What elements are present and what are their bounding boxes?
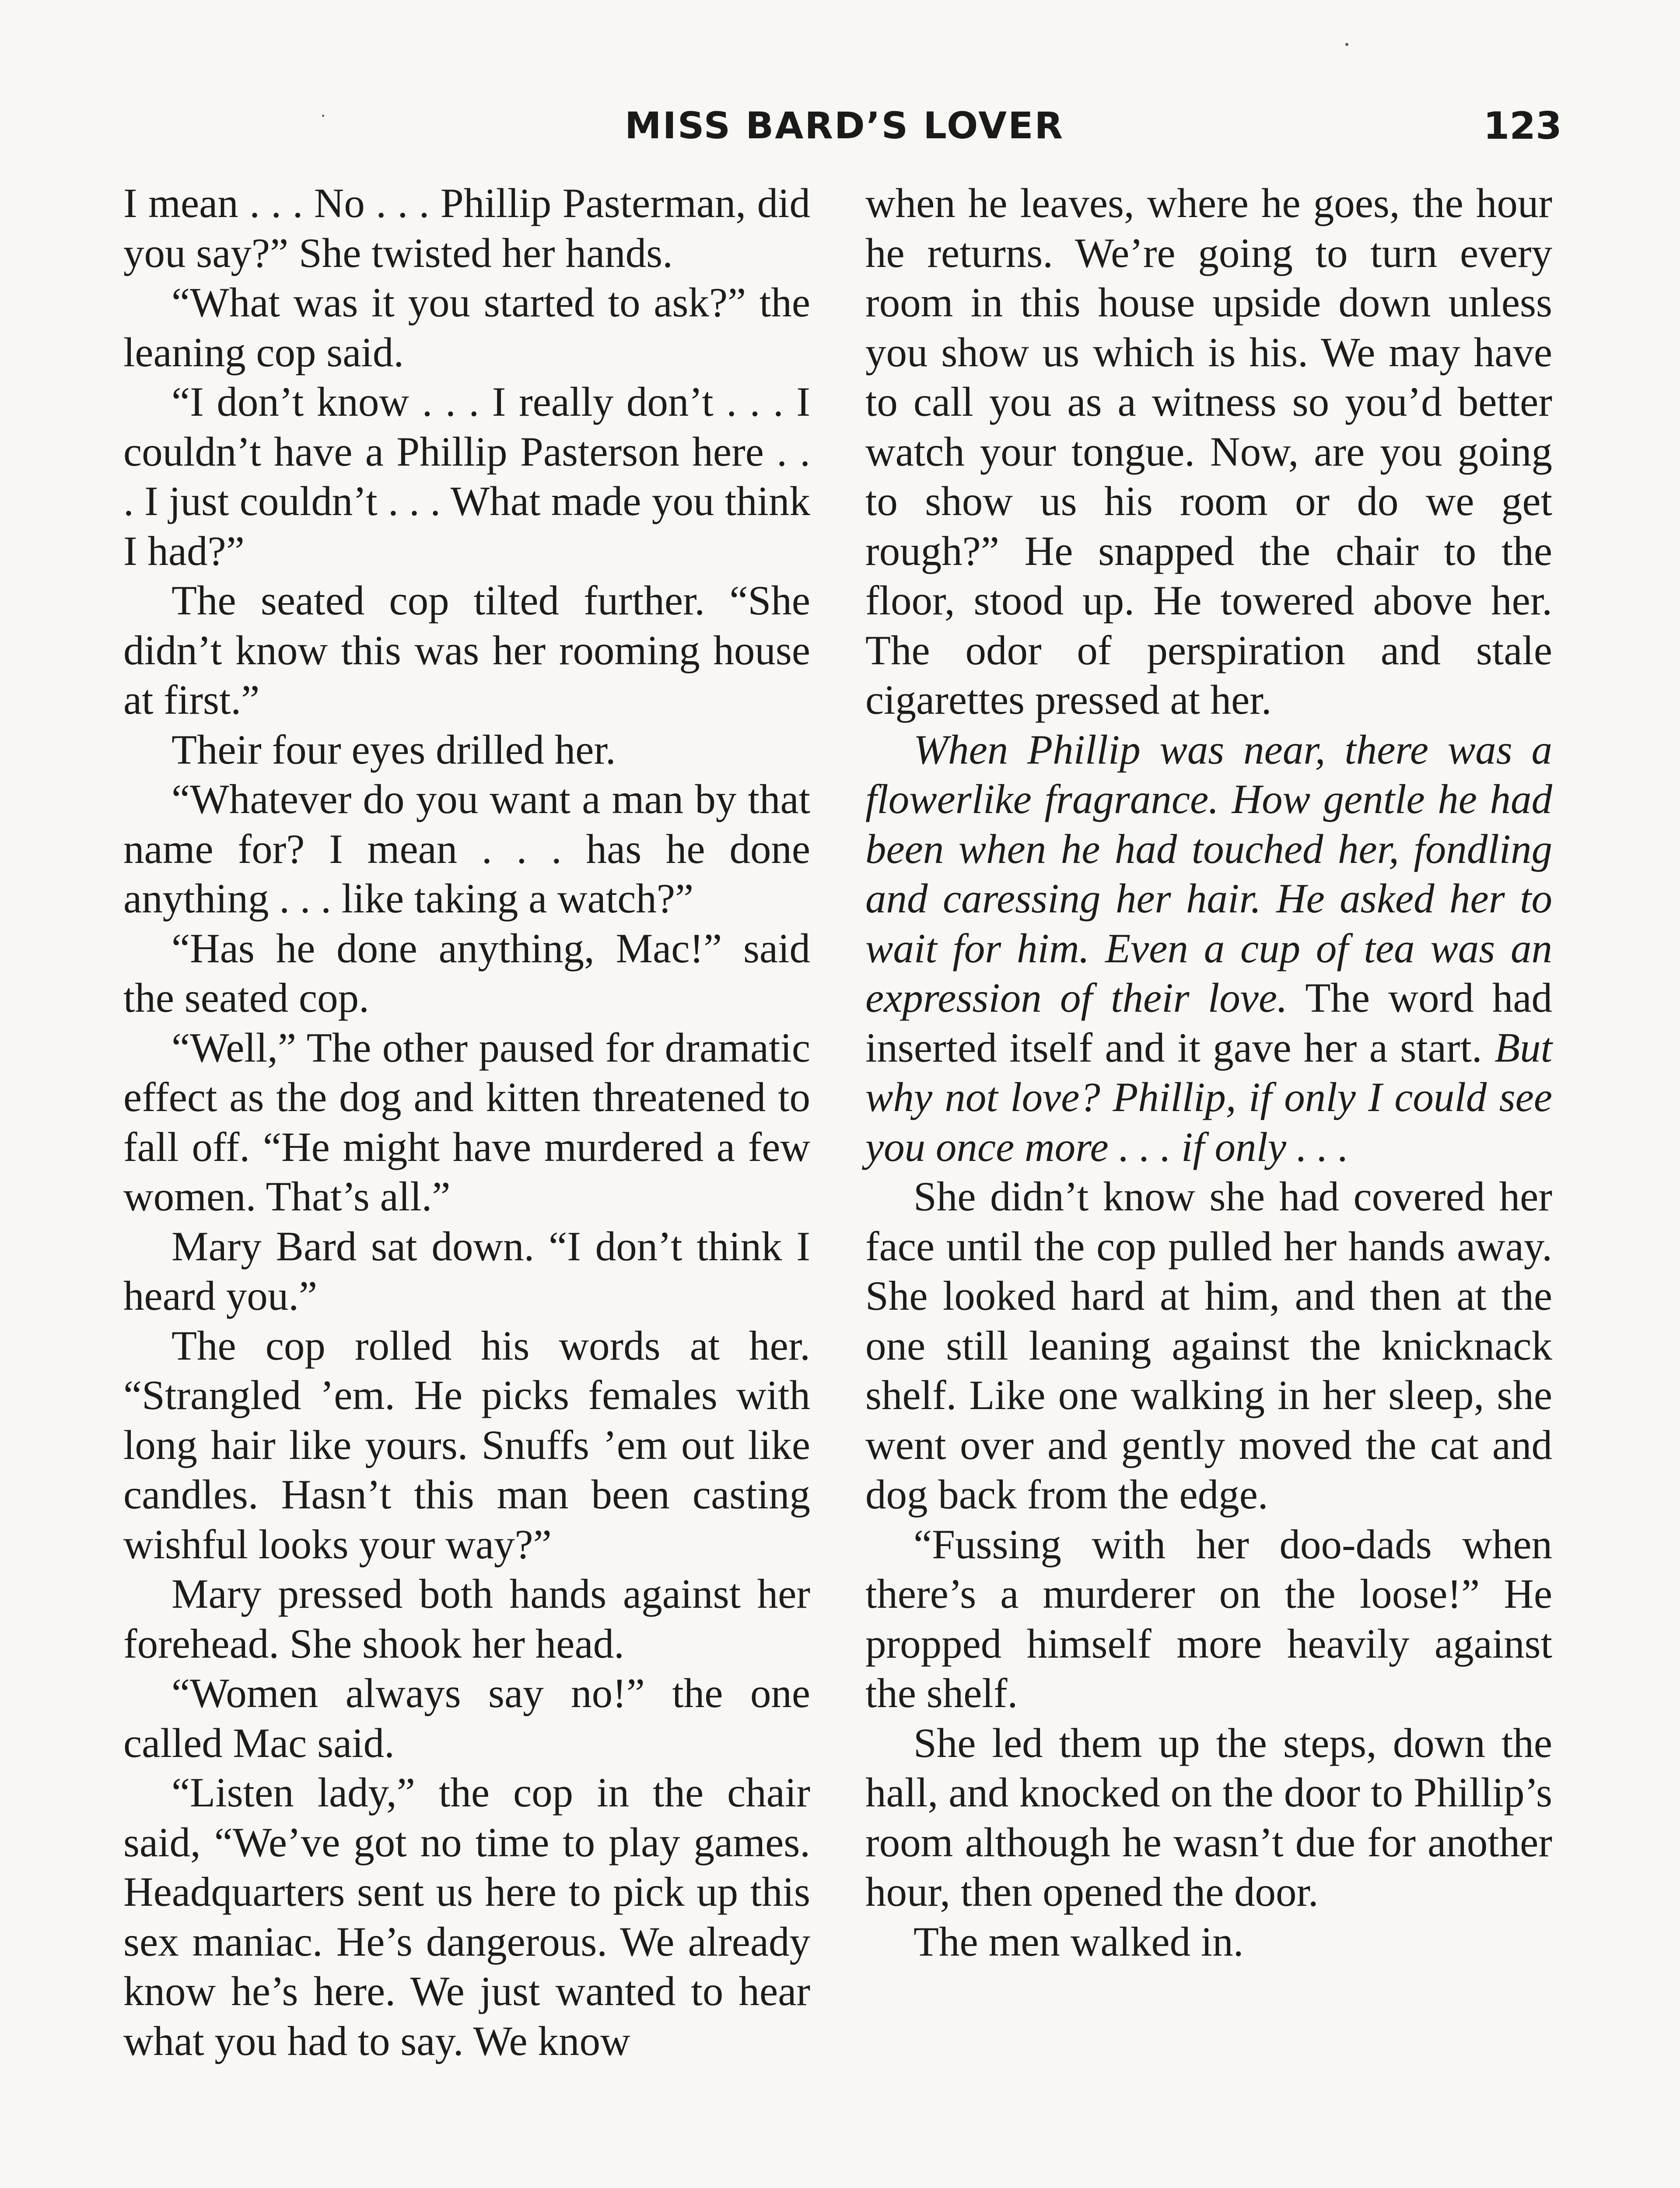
- paragraph: “What was it you started to ask?” the leaning cop said.: [123, 279, 810, 375]
- paragraph: Their four eyes drilled her.: [172, 726, 616, 773]
- right-column: [865, 179, 1552, 1967]
- roman-passage: The word had inserted itself and it gave her a start.: [865, 975, 1552, 1071]
- paragraph: “Listen lady,” the cop in the chair said, “We’ve got no time to play games. Headquarters sent us here to pick up this sex maniac. He’s dangerous. We already know he’s here. We just wanted to hear what you had to say. We know: [123, 1769, 810, 2064]
- paragraph: She led them up the steps, down the hall, and knocked on the door to Phillip’s room although he wasn’t due for another hour, then opened the door.: [865, 1719, 1552, 1915]
- paragraph: The cop rolled his words at her. “Strangled ’em. He picks females with long hair like yours. Snuffs ’em out like candles. Hasn’t this man been casting wishful looks your way?”: [123, 1322, 810, 1567]
- ink-speck: [1345, 43, 1348, 46]
- page-header: [118, 104, 1562, 157]
- paragraph: “Whatever do you want a man by that name for? I mean . . . has he done anything . . . like taking a watch?”: [123, 776, 810, 922]
- paragraph: “Well,” The other paused for dramatic effect as the dog and kitten threatened to fall off. “He might have murdered a few women. That’s all.”: [123, 1024, 810, 1220]
- paragraph: “Has he done anything, Mac!” said the seated cop.: [123, 925, 810, 1021]
- paragraph: Mary pressed both hands against her forehead. She shook her head.: [123, 1571, 810, 1667]
- paragraph: The seated cop tilted further. “She didn’t know this was her rooming house at first.”: [123, 577, 810, 723]
- italic-passage: But why not love? Phillip, if only I could see you once more . . . if only . . .: [865, 1024, 1552, 1170]
- left-column: [123, 179, 810, 2066]
- paragraph: The men walked in.: [914, 1918, 1244, 1965]
- paragraph: I mean . . . No . . . Phillip Pasterman, did you say?” She twisted her hands.: [123, 180, 810, 276]
- page-number: 123: [1483, 104, 1562, 148]
- paragraph: “I don’t know . . . I really don’t . . . I couldn’t have a Phillip Pasterson here . . . I just couldn’t . . . What made you think I had?”: [123, 379, 810, 574]
- paragraph: Mary Bard sat down. “I don’t think I heard you.”: [123, 1223, 810, 1319]
- paragraph: “Fussing with her doo-dads when there’s a murderer on the loose!” He propped himself more heavily against the shelf.: [865, 1521, 1552, 1716]
- paragraph-mixed: [865, 725, 1552, 1172]
- paragraph: when he leaves, where he goes, the hour he returns. We’re going to turn every room in this house upside down unless you show us which is his. We may have to call you as a witness so you’d better watch your tongue. Now, are you going to show us his room or do we get rough?” He snapped the chair to the floor, stood up. He towered above her. The odor of perspiration and stale cigarettes pressed at her.: [865, 180, 1552, 723]
- paragraph: She didn’t know she had covered her face until the cop pulled her hands away. She looked hard at him, and then at the one still leaning against the knicknack shelf. Like one walking in her sleep, she went over and gently moved the cat and dog back from the edge.: [865, 1173, 1552, 1518]
- italic-passage: When Phillip was near, there was a flowerlike fragrance. How gentle he had been when he had touched her, fondling and caressing her hair. He asked her to wait for him. Even a cup of tea was an expression of their love.: [865, 726, 1552, 1021]
- paragraph: “Women always say no!” the one called Mac said.: [123, 1670, 810, 1766]
- running-title: MISS BARD’S LOVER: [625, 104, 1064, 147]
